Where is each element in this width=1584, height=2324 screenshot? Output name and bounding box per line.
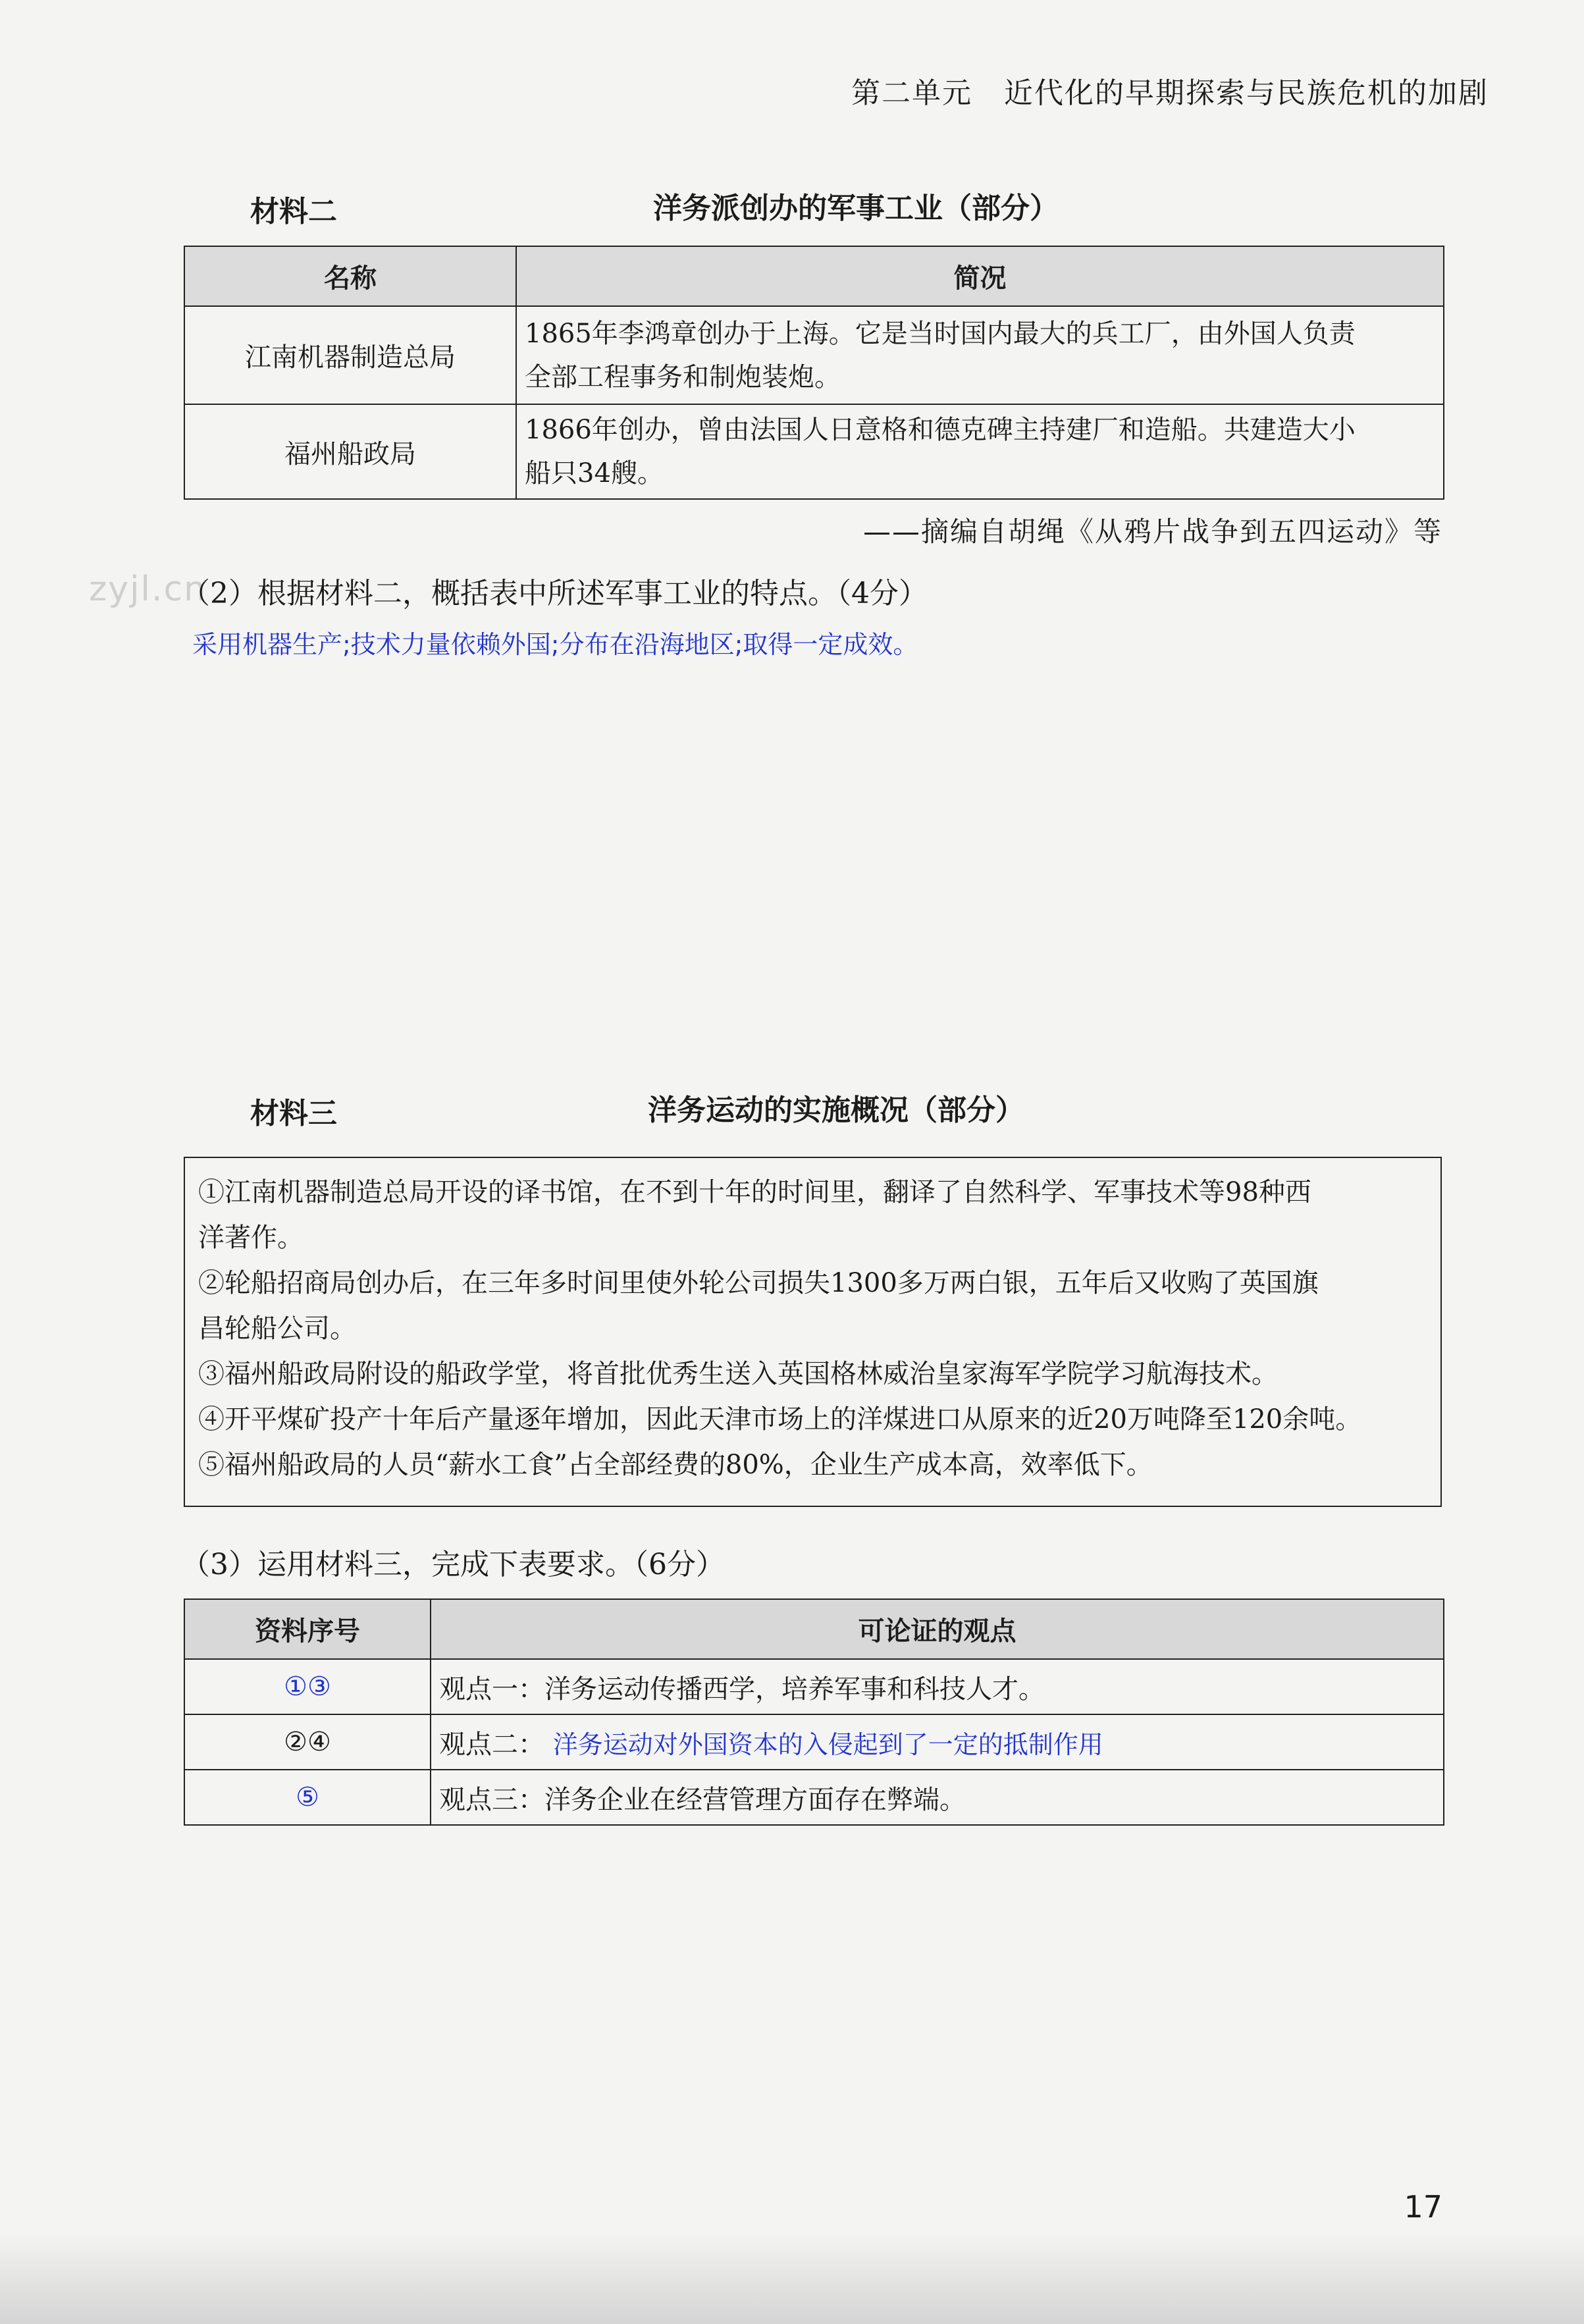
material3-line: ③福州船政局附设的船政学堂，将首批优秀生送入英国格林威治皇家海军学院学习航海技术。	[198, 1359, 1278, 1389]
material3-line: 昌轮船公司。	[198, 1313, 356, 1344]
view-label: 观点三：	[439, 1784, 544, 1815]
table-header-row	[184, 1599, 1444, 1659]
desc-line: 1866年创办，曾由法国人日意格和德克碑主持建厂和造船。共建造大小	[525, 415, 1356, 445]
military-industry-table	[184, 246, 1444, 500]
row-desc	[516, 404, 1444, 499]
question-3: （3）运用材料三，完成下表要求。（6分）	[181, 1548, 725, 1581]
col-index-header: 资料序号	[184, 1599, 431, 1659]
desc-line: 全部工程事务和制炮装炮。	[525, 361, 841, 392]
view-text-answer: 洋务运动对外国资本的入侵起到了一定的抵制作用	[552, 1730, 1103, 1759]
row-index: ①③	[184, 1659, 431, 1714]
desc-line: 1865年李鸿章创办于上海。它是当时国内最大的兵工厂，由外国人负责	[525, 318, 1356, 349]
material3-line: ①江南机器制造总局开设的译书馆，在不到十年的时间里，翻译了自然科学、军事技术等98种西	[198, 1177, 1311, 1207]
row-index: ⑤	[184, 1770, 431, 1825]
col-name-header: 名称	[184, 246, 516, 306]
question-2: （2）根据材料二，概括表中所述军事工业的特点。（4分）	[181, 577, 928, 610]
row-name: 福州船政局	[184, 404, 516, 499]
col-view-header: 可论证的观点	[431, 1599, 1444, 1659]
view-label: 观点二：	[439, 1729, 544, 1760]
table-row	[184, 1659, 1444, 1714]
material2-label: 材料二	[250, 195, 337, 228]
page-header: 第二单元 近代化的早期探索与民族危机的加剧	[851, 76, 1489, 110]
page-bottom-shade	[0, 2232, 1584, 2324]
row-index: ②④	[184, 1714, 431, 1770]
table-row	[184, 1714, 1444, 1770]
row-view	[431, 1659, 1444, 1714]
view-text: 洋务运动传播西学，培养军事和科技人才。	[544, 1674, 1045, 1704]
row-name: 江南机器制造总局	[184, 306, 516, 404]
page-number: 17	[1404, 2189, 1442, 2225]
row-desc	[516, 306, 1444, 404]
row-view	[431, 1770, 1444, 1825]
viewpoint-table	[184, 1598, 1444, 1826]
material3-label: 材料三	[250, 1097, 337, 1130]
table-row	[184, 306, 1444, 404]
material3-title: 洋务运动的实施概况（部分）	[648, 1094, 1024, 1127]
table-row	[184, 404, 1444, 499]
material2-title: 洋务派创办的军事工业（部分）	[653, 192, 1059, 225]
row-view	[431, 1714, 1444, 1770]
answer-2: 采用机器生产;技术力量依赖外国;分布在沿海地区;取得一定成效。	[192, 630, 918, 659]
view-label: 观点一：	[439, 1674, 544, 1704]
view-text: 洋务企业在经营管理方面存在弊端。	[544, 1784, 966, 1815]
material3-line: ②轮船招商局创办后，在三年多时间里使外轮公司损失1300多万两白银，五年后又收购了英国旗	[198, 1268, 1319, 1298]
desc-line: 船只34艘。	[525, 458, 664, 489]
col-desc-header: 简况	[516, 246, 1444, 306]
material3-line: 洋著作。	[198, 1223, 304, 1253]
material3-box	[184, 1157, 1442, 1507]
table-row	[184, 1770, 1444, 1825]
material3-line: ④开平煤矿投产十年后产量逐年增加，因此天津市场上的洋煤进口从原来的近20万吨降至120余吨。	[198, 1404, 1362, 1435]
material2-source: ——摘编自胡绳《从鸦片战争到五四运动》等	[862, 515, 1442, 548]
table-header-row	[184, 246, 1444, 306]
material3-line: ⑤福州船政局的人员“薪水工食”占全部经费的80%，企业生产成本高，效率低下。	[198, 1450, 1153, 1480]
watermark: zyjl.cn	[89, 569, 207, 609]
